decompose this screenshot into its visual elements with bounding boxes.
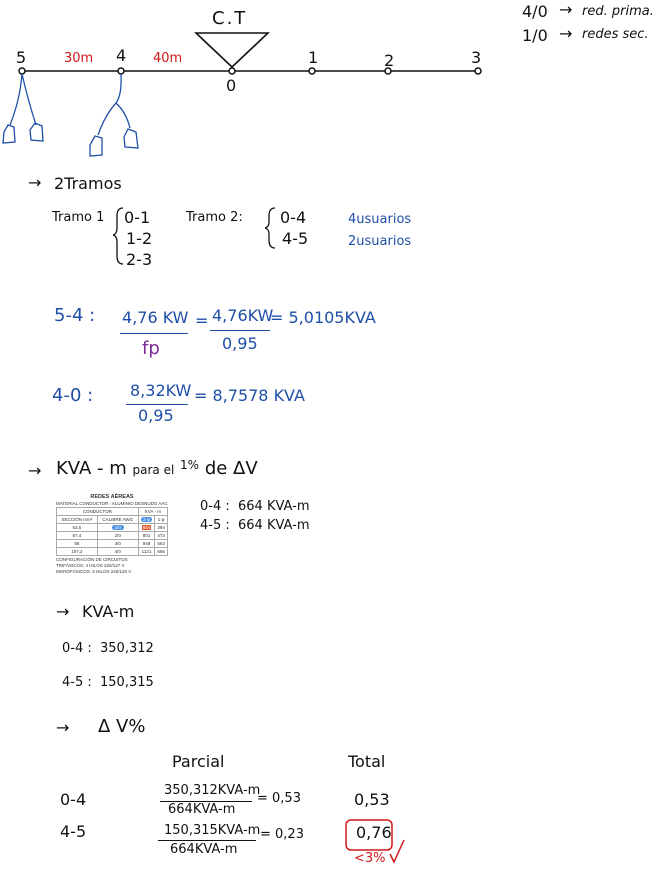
load-icons-node-5 [3,74,43,143]
node-3 [475,68,481,74]
arrow-tramos: → [28,173,42,192]
kvam-item-1-val: 350,312 [100,641,154,656]
distance-5-4: 30m [64,51,94,66]
ref-cell: 67,4 [57,532,98,540]
dv-row-2-den: 664KVA-m [170,842,238,857]
ref-cell [97,524,138,532]
ref-th-kvam: KVA - m [138,508,167,516]
kva-calc-1-segment: 5-4 : [54,305,96,326]
ref-cell: 3/0 [97,540,138,548]
tramo1-seg-1: 0-1 [124,208,151,227]
kvam-heading-rest: de ΔV [204,458,258,479]
node-5 [19,68,25,74]
ref-cell-highlight-red: 664 [142,525,151,530]
ref-th-conductor: CONDUCTOR [57,508,139,516]
ct-label: C.T [212,8,248,29]
kva-calc-1-eq: = [195,311,209,330]
dv-check: <3% [354,851,386,866]
table-value-1-val: 664 KVA-m [238,499,310,514]
node-label-1: 1 [308,48,319,67]
ref-row [57,532,168,540]
kva-calc-2-fracline [126,404,188,405]
ref-cell: 107,2 [57,548,98,556]
tramo1-label [52,210,104,225]
legend-key-1: 4/0 [522,2,548,21]
kvam-item-2: 4-5 : 150,315 [62,675,154,690]
kvam-item-2-seg: 4-5 [62,675,84,690]
dv-col-partial: Parcial [172,752,225,771]
ref-table-grid [56,507,168,556]
ref-table-foot-1: CONFIGURACIÓN DE CIRCUITOS [56,557,128,562]
dv-col-total: Total [348,752,386,771]
ref-cell: 4/0 [97,548,138,556]
table-value-2-val: 664 KVA-m [238,518,310,533]
kva-calc-1-den2: 0,95 [222,334,258,353]
tramo2-label: Tramo 2: [186,210,243,225]
kvam-item-1-seg: 0-4 [62,641,84,656]
ref-cell [138,524,155,532]
node-4 [118,68,124,74]
kva-calc-2-seg-text: 4-0 [52,385,82,406]
reference-table [56,494,168,574]
ref-row [57,540,168,548]
tramo2-seg-1: 0-4 [280,208,307,227]
ref-sub-calibre: CALIBRE AWG [97,516,138,524]
legend-arrow-1: → [559,0,573,19]
node-1 [309,68,315,74]
ref-sub-seccion: SECCIÓN mm² [57,516,98,524]
kva-calc-2-den: 0,95 [138,406,174,425]
node-0 [229,68,235,74]
transformer-icon [196,33,268,67]
dv-row-2-total: 0,76 [356,823,392,842]
kva-calc-1-result: = 5,0105KVA [270,308,376,327]
kva-calc-2-num: 8,32KW [130,381,192,400]
dv-row-2-num: 150,315KVA-m [164,823,261,838]
dv-row-1-seg: 0-4 [60,790,87,809]
table-value-1: 0-4 : 664 KVA-m [200,499,310,514]
kva-calc-1-seg-text: 5-4 [54,305,84,326]
kva-calc-1-num: 4,76 KW [122,308,189,327]
arrow-kvam-2: → [56,602,70,621]
ref-row [57,548,168,556]
kvam-heading-pct: 1% [180,458,200,472]
tramo2-seg-2: 4-5 [282,229,309,248]
node-label-0: 0 [226,76,237,95]
kva-calc-2-segment: 4-0 : [52,385,94,406]
ref-table-foot-2: TRIFÁSICOS: 4 HILOS 220/127 V [56,563,125,568]
kvam-heading-small: para el [132,463,175,477]
tramo2-brace [265,206,277,250]
tramo1-seg-2: 1-2 [126,229,153,248]
node-label-5: 5 [16,48,27,67]
tramo2-users-1: 4usuarios [348,212,412,227]
ref-cell: 2/0 [97,532,138,540]
kva-calc-2-result: = 8,7578 KVA [194,386,305,405]
arrow-dv: → [56,718,70,737]
ref-table-material: MATERIAL CONDUCTOR : ALUMINIO DESNUDO AAC [56,501,168,506]
dv-row-2-result: = 0,23 [260,827,304,842]
ref-sub-3phi [138,516,155,524]
kvam2-heading: KVA-m [82,602,135,621]
ref-table-foot-3: MONOFÁSICOS: 3 HILOS 240/120 V [56,569,132,574]
kvam-item-1: 0-4 : 350,312 [62,641,154,656]
ref-cell: 563 [155,540,168,548]
kvam-heading-text: KVA - m [56,458,127,479]
kvam-heading [56,458,258,479]
legend-value-1: red. prima. [582,4,654,19]
legend-key-2: 1/0 [522,26,548,45]
node-label-2: 2 [384,51,395,70]
ref-cell: 473 [155,532,168,540]
dv-row-1-den: 664KVA-m [168,802,236,817]
dv-heading: Δ V% [98,716,146,737]
kva-calc-1-num2: 4,76KW [212,306,274,325]
ref-cell: 53,5 [57,524,98,532]
node-label-3: 3 [471,48,482,67]
tramo1-seg-3: 2-3 [126,250,153,269]
load-icons-node-4 [90,74,138,156]
ref-cell-highlight: 1/0 [112,525,124,530]
ref-row [57,524,168,532]
ref-cell: 666 [155,548,168,556]
legend-value-2: redes sec. [582,27,649,42]
ref-cell: 85 [57,540,98,548]
dv-row-1-total: 0,53 [354,790,390,809]
node-label-4: 4 [116,46,127,65]
distance-4-0: 40m [153,51,183,66]
table-value-1-seg: 0-4 [200,499,222,514]
tramo1-label-text: Tramo 1 [52,210,105,225]
tramo2-label-text: Tramo 2 [186,210,239,225]
dv-row-1-num: 350,312KVA-m [164,783,261,798]
ref-table-title: REDES AÉREAS [90,494,134,500]
kva-calc-1-fracline2 [210,330,270,331]
tramos-heading: 2Tramos [54,174,122,193]
tramo2-users-2: 2usuarios [348,234,412,249]
legend-arrow-2: → [559,24,573,43]
dv-row-2-seg: 4-5 [60,822,87,841]
kva-calc-1-fracline [120,333,188,334]
ref-cell: 1121 [138,548,155,556]
dv-row-2-fracline [158,840,256,841]
ref-sub-1phi: 1 φ [155,516,168,524]
ref-cell: 394 [155,524,168,532]
kvam-item-2-val: 150,315 [100,675,154,690]
dv-row-1-result: = 0,53 [257,791,301,806]
table-value-2-seg: 4-5 [200,518,222,533]
ref-cell: 801 [138,532,155,540]
arrow-kvam-1: → [28,461,42,480]
ref-cell: 948 [138,540,155,548]
table-value-2: 4-5 : 664 KVA-m [200,518,310,533]
ref-sub-3phi-text: 3 φ [143,517,150,522]
kva-calc-1-den: fp [142,338,160,359]
